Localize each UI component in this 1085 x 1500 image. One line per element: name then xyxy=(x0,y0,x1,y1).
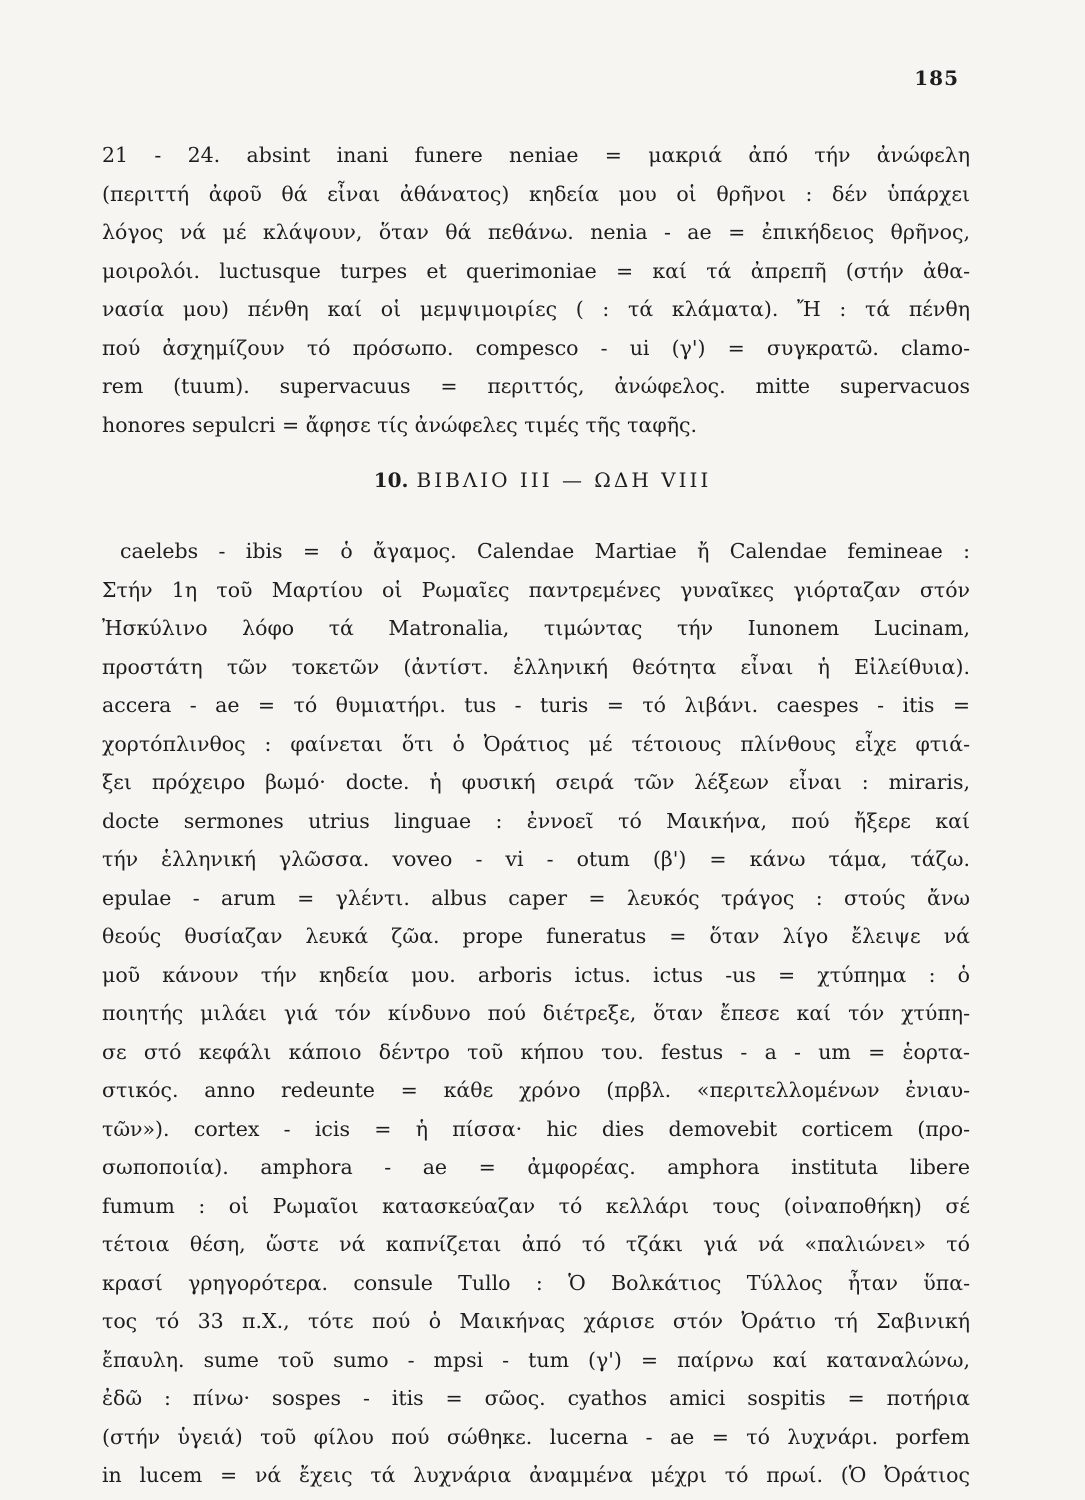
text-line: προστάτη τῶν τοκετῶν (ἀντίστ. ἑλληνική θεότητα εἶναι ἡ Εἰλείθυια). xyxy=(102,654,970,679)
text-line: ἔπαυλη. sume τοῦ sumo - mpsi - tum (γ') = παίρνω καί καταναλώνω, xyxy=(102,1347,970,1372)
text-line: accera - ae = τό θυμιατήρι. tus - turis = τό λιβάνι. caespes - itis = xyxy=(102,693,970,717)
text-line: Ἠσκύλινο λόφο τά Matronalia, τιμώντας τήν Iunonem Lucinam, xyxy=(102,616,970,640)
text-line: πού ἀσχημίζουν τό πρόσωπο. compesco - ui (γ') = συγκρατῶ. clamo- xyxy=(102,335,970,360)
text-line: ἐδῶ : πίνω· sospes - itis = σῶος. cyathos amici sospitis = ποτήρια xyxy=(102,1386,970,1410)
text-line: 21 - 24. absint inani funere neniae = μακριά ἀπό τήν ἀνώφελη xyxy=(102,143,970,167)
text-line: in lucem = νά ἔχεις τά λυχνάρια ἀναμμένα μέχρι τό πρωί. (Ὁ Ὀράτιος xyxy=(102,1463,970,1487)
text-line: epulae - arum = γλέντι. albus caper = λευκός τράγος : στούς ἄνω xyxy=(102,885,970,910)
text-line: νασία μου) πένθη καί οἱ μεμψιμοιρίες ( : τά κλάματα). Ἤ : τά πένθη xyxy=(102,297,970,321)
text-line: σε στό κεφάλι κάποιο δέντρο τοῦ κήπου του. festus - a - um = ἑορτα- xyxy=(102,1039,970,1064)
commentary-block-ode-vii xyxy=(102,136,970,444)
text-line: docte sermones utrius linguae : ἐννοεῖ τό Μαικήνα, πού ἤξερε καί xyxy=(102,808,970,833)
text-line: τος τό 33 π.Χ., τότε πού ὁ Μαικήνας χάρισε στόν Ὀράτιο τή Σαβινική xyxy=(102,1309,970,1333)
text-line: (στήν ὑγειά) τοῦ φίλου πού σώθηκε. lucerna - ae = τό λυχνάρι. porfem xyxy=(102,1424,970,1449)
text-line: κρασί γρηγορότερα. consule Tullo : Ὁ Βολκάτιος Τύλλος ἦταν ὕπα- xyxy=(102,1270,970,1295)
section-heading xyxy=(0,468,1085,492)
text-line: μοιρολόι. luctusque turpes et querimoniae = καί τά ἀπρεπῆ (στήν ἀθα- xyxy=(102,258,970,283)
page-number: 185 xyxy=(914,66,959,90)
text-line: μοῦ κάνουν τήν κηδεία μου. arboris ictus. ictus -us = χτύπημα : ὁ xyxy=(102,962,970,987)
section-number: 10. xyxy=(373,468,409,492)
text-line: rem (tuum). supervacuus = περιττός, ἀνώφελος. mitte supervacuos xyxy=(102,374,970,398)
text-line: τῶν»). cortex - icis = ἡ πίσσα· hic dies demovebit corticem (προ- xyxy=(102,1116,970,1141)
text-line: (περιττή ἀφοῦ θά εἶναι ἀθάνατος) κηδεία μου οἱ θρῆνοι : δέν ὑπάρχει xyxy=(102,181,970,206)
text-line: τήν ἑλληνική γλῶσσα. voveo - vi - otum (β') = κάνω τάμα, τάζω. xyxy=(102,847,970,871)
text-line: caelebs - ibis = ὁ ἄγαμος. Calendae Martiae ἤ Calendae femineae : xyxy=(120,539,970,563)
text-line: θεούς θυσίαζαν λευκά ζῶα. prope funeratus = ὅταν λίγο ἔλειψε νά xyxy=(102,924,970,948)
text-line: τέτοια θέση, ὥστε νά καπνίζεται ἀπό τό τζάκι γιά νά «παλιώνει» τό xyxy=(102,1232,970,1256)
text-line: λόγος νά μέ κλάψουν, ὅταν θά πεθάνω. nenia - ae = ἐπικήδειος θρῆνος, xyxy=(102,220,970,244)
section-title: ΒΙΒΛΙΟ III — ΩΔΗ VIII xyxy=(416,468,712,492)
text-line: στικός. anno redeunte = κάθε χρόνο (πρβλ. «περιτελλομένων ἐνιαυ- xyxy=(102,1078,970,1102)
text-line: Στήν 1η τοῦ Μαρτίου οἱ Ρωμαῖες παντρεμένες γυναῖκες γιόρταζαν στόν xyxy=(102,577,970,602)
text-line: ξει πρόχειρο βωμό· docte. ἡ φυσική σειρά τῶν λέξεων εἶναι : miraris, xyxy=(102,770,970,794)
text-line: honores sepulcri = ἄφησε τίς ἀνώφελες τιμές τῆς ταφῆς. xyxy=(102,412,697,437)
text-line: fumum : οἱ Ρωμαῖοι κατασκεύαζαν τό κελλάρι τους (οἰναποθήκη) σέ xyxy=(102,1193,970,1218)
text-line: σωποποιία). amphora - ae = ἀμφορέας. amphora instituta libere xyxy=(102,1155,970,1179)
text-line: ποιητής μιλάει γιά τόν κίνδυνο πού διέτρεξε, ὅταν ἔπεσε καί τόν χτύπη- xyxy=(102,1001,970,1025)
text-line: χορτόπλινθος : φαίνεται ὅτι ὁ Ὀράτιος μέ τέτοιους πλίνθους εἶχε φτιά- xyxy=(102,731,970,756)
commentary-block-ode-viii xyxy=(102,532,970,1495)
